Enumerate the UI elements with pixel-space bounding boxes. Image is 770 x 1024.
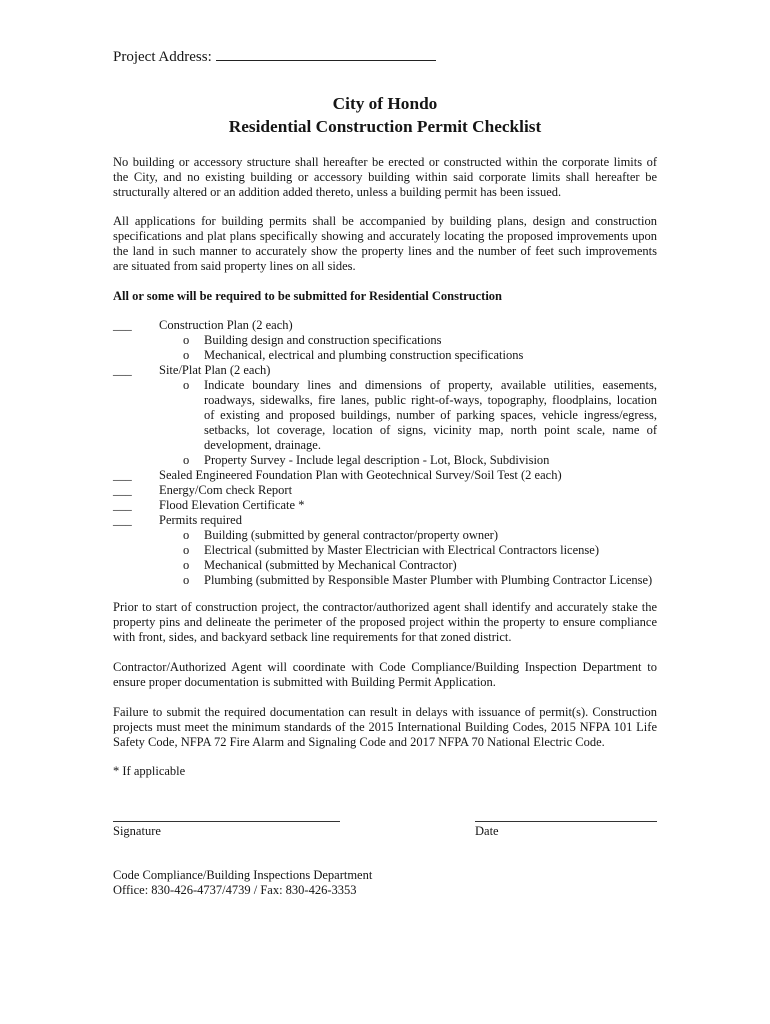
sub-item-mep-specs <box>113 348 657 363</box>
signature-line[interactable] <box>113 821 340 822</box>
checklist-item-label: Energy/Com check Report <box>159 483 293 497</box>
paragraph-line: property pins and delineate the perimeter of the proposed project within the property to ensure compliance <box>113 615 657 629</box>
checklist-item-construction-plan <box>113 318 657 333</box>
checklist-item-label: Flood Elevation Certificate * <box>159 498 305 512</box>
sub-item-boundary-lines <box>113 378 657 393</box>
sub-item-text: Mechanical, electrical and plumbing construction specifications <box>204 348 524 362</box>
bullet-icon: o <box>183 378 190 392</box>
department-footer <box>113 868 657 898</box>
sub-item-property-survey <box>113 453 657 468</box>
requirements-heading: All or some will be required to be submitted for Residential Construction <box>113 289 503 303</box>
date-line[interactable] <box>475 821 657 822</box>
checklist-item-site-plat-plan <box>113 363 657 378</box>
sub-item-continuation <box>113 438 657 453</box>
paragraph-line: All applications for building permits shall be accompanied by building plans, design and construction <box>113 214 657 228</box>
date-label: Date <box>475 824 499 838</box>
sub-item-text: Building (submitted by general contractor/property owner) <box>204 528 499 542</box>
sub-item-plumbing-permit <box>113 573 657 588</box>
checklist-item-energy-report <box>113 483 657 498</box>
sub-item-text: Indicate boundary lines and dimensions of property, available utilities, easements, <box>204 378 657 392</box>
checkbox-blank[interactable]: ___ <box>113 483 132 497</box>
project-address-label: Project Address: <box>113 49 212 65</box>
checkbox-blank[interactable]: ___ <box>113 468 132 482</box>
project-address-blank[interactable] <box>216 48 436 61</box>
checklist-item-foundation-plan <box>113 468 657 483</box>
staking-paragraph <box>113 600 657 645</box>
checkbox-blank[interactable]: ___ <box>113 318 132 332</box>
bullet-icon: o <box>183 333 190 347</box>
paragraph-line: Contractor/Authorized Agent will coordinate with Code Compliance/Building Inspection Department to <box>113 660 657 674</box>
sub-item-text: Electrical (submitted by Master Electrician with Electrical Contractors license) <box>204 543 599 557</box>
sub-item-text: Building design and construction specifications <box>204 333 442 347</box>
department-name: Code Compliance/Building Inspections Department <box>113 868 373 882</box>
sub-item-continuation <box>113 408 657 423</box>
sub-item-building-design <box>113 333 657 348</box>
paragraph-line: the City, and no existing building or accessory building within said corporate limits shall hereafter be <box>113 170 657 184</box>
checklist-item-permits-required <box>113 513 657 528</box>
sub-item-text: development, drainage. <box>204 438 321 452</box>
codes-paragraph <box>113 705 657 750</box>
checklist-item-label: Sealed Engineered Foundation Plan with Geotechnical Survey/Soil Test (2 each) <box>159 468 562 482</box>
sub-item-mechanical-permit <box>113 558 657 573</box>
requirements-checklist <box>113 318 657 588</box>
intro-paragraph-application-plans <box>113 214 657 274</box>
paragraph-line: structurally altered or an addition added thereto, unless a building permit has been issued. <box>113 185 562 199</box>
footnote: * If applicable <box>113 764 186 778</box>
document-title: Residential Construction Permit Checklist <box>228 117 542 136</box>
paragraph-line: Safety Code, NFPA 72 Fire Alarm and Signaling Code and 2017 NFPA 70 National Electric Code. <box>113 735 605 749</box>
sub-item-electrical-permit <box>113 543 657 558</box>
sub-item-continuation <box>113 423 657 438</box>
bullet-icon: o <box>183 528 190 542</box>
paragraph-line: with front, sides, and backyard setback line requirements for that zoned district. <box>113 630 512 644</box>
city-title: City of Hondo <box>332 94 438 113</box>
project-address-row <box>113 48 436 66</box>
paragraph-line: Prior to start of construction project, the contractor/authorized agent shall identify and accurately stake the <box>113 600 657 614</box>
signature-label: Signature <box>113 824 161 838</box>
paragraph-line: ensure proper documentation is submitted with Building Permit Application. <box>113 675 496 689</box>
sub-item-continuation <box>113 393 657 408</box>
paragraph-line: projects must meet the minimum standards of the 2015 International Building Codes, 2015 NFPA 101 Life <box>113 720 657 734</box>
coordination-paragraph <box>113 660 657 690</box>
sub-item-text: Property Survey - Include legal description - Lot, Block, Subdivision <box>204 453 550 467</box>
sub-item-building-permit <box>113 528 657 543</box>
checkbox-blank[interactable]: ___ <box>113 513 132 527</box>
bullet-icon: o <box>183 573 190 587</box>
sub-item-text: roadways, sidewalks, fire lanes, public right-of-ways, topography, floodplains, location <box>204 393 657 407</box>
sub-item-text: Plumbing (submitted by Responsible Master Plumber with Plumbing Contractor License) <box>204 573 653 587</box>
intro-paragraph-permit-requirement <box>113 155 657 200</box>
bullet-icon: o <box>183 558 190 572</box>
checkbox-blank[interactable]: ___ <box>113 363 132 377</box>
sub-item-text: of existing and proposed buildings, number of parking spaces, vehicle ingress/egress, <box>204 408 657 422</box>
checklist-item-label: Construction Plan (2 each) <box>159 318 293 332</box>
checkbox-blank[interactable]: ___ <box>113 498 132 512</box>
bullet-icon: o <box>183 453 190 467</box>
checklist-item-flood-certificate <box>113 498 657 513</box>
department-contact: Office: 830-426-4737/4739 / Fax: 830-426-3353 <box>113 883 357 897</box>
checklist-item-label: Permits required <box>159 513 242 527</box>
paragraph-line: specifications and plat plans specifically showing and accurately locating the proposed improvements upon <box>113 229 657 243</box>
paragraph-line: are situated from said property lines on all sides. <box>113 259 356 273</box>
bullet-icon: o <box>183 348 190 362</box>
sub-item-text: Mechanical (submitted by Mechanical Contractor) <box>204 558 457 572</box>
checklist-item-label: Site/Plat Plan (2 each) <box>159 363 271 377</box>
paragraph-line: No building or accessory structure shall hereafter be erected or constructed within the corporate limits of <box>113 155 657 169</box>
bullet-icon: o <box>183 543 190 557</box>
paragraph-line: Failure to submit the required documentation can result in delays with issuance of permit(s). Construction <box>113 705 657 719</box>
sub-item-text: setbacks, lot coverage, location of signs, vicinity map, north point scale, name of <box>204 423 657 437</box>
paragraph-line: the land in such manner to accurately show the property lines and the number of feet such improvements <box>113 244 657 258</box>
